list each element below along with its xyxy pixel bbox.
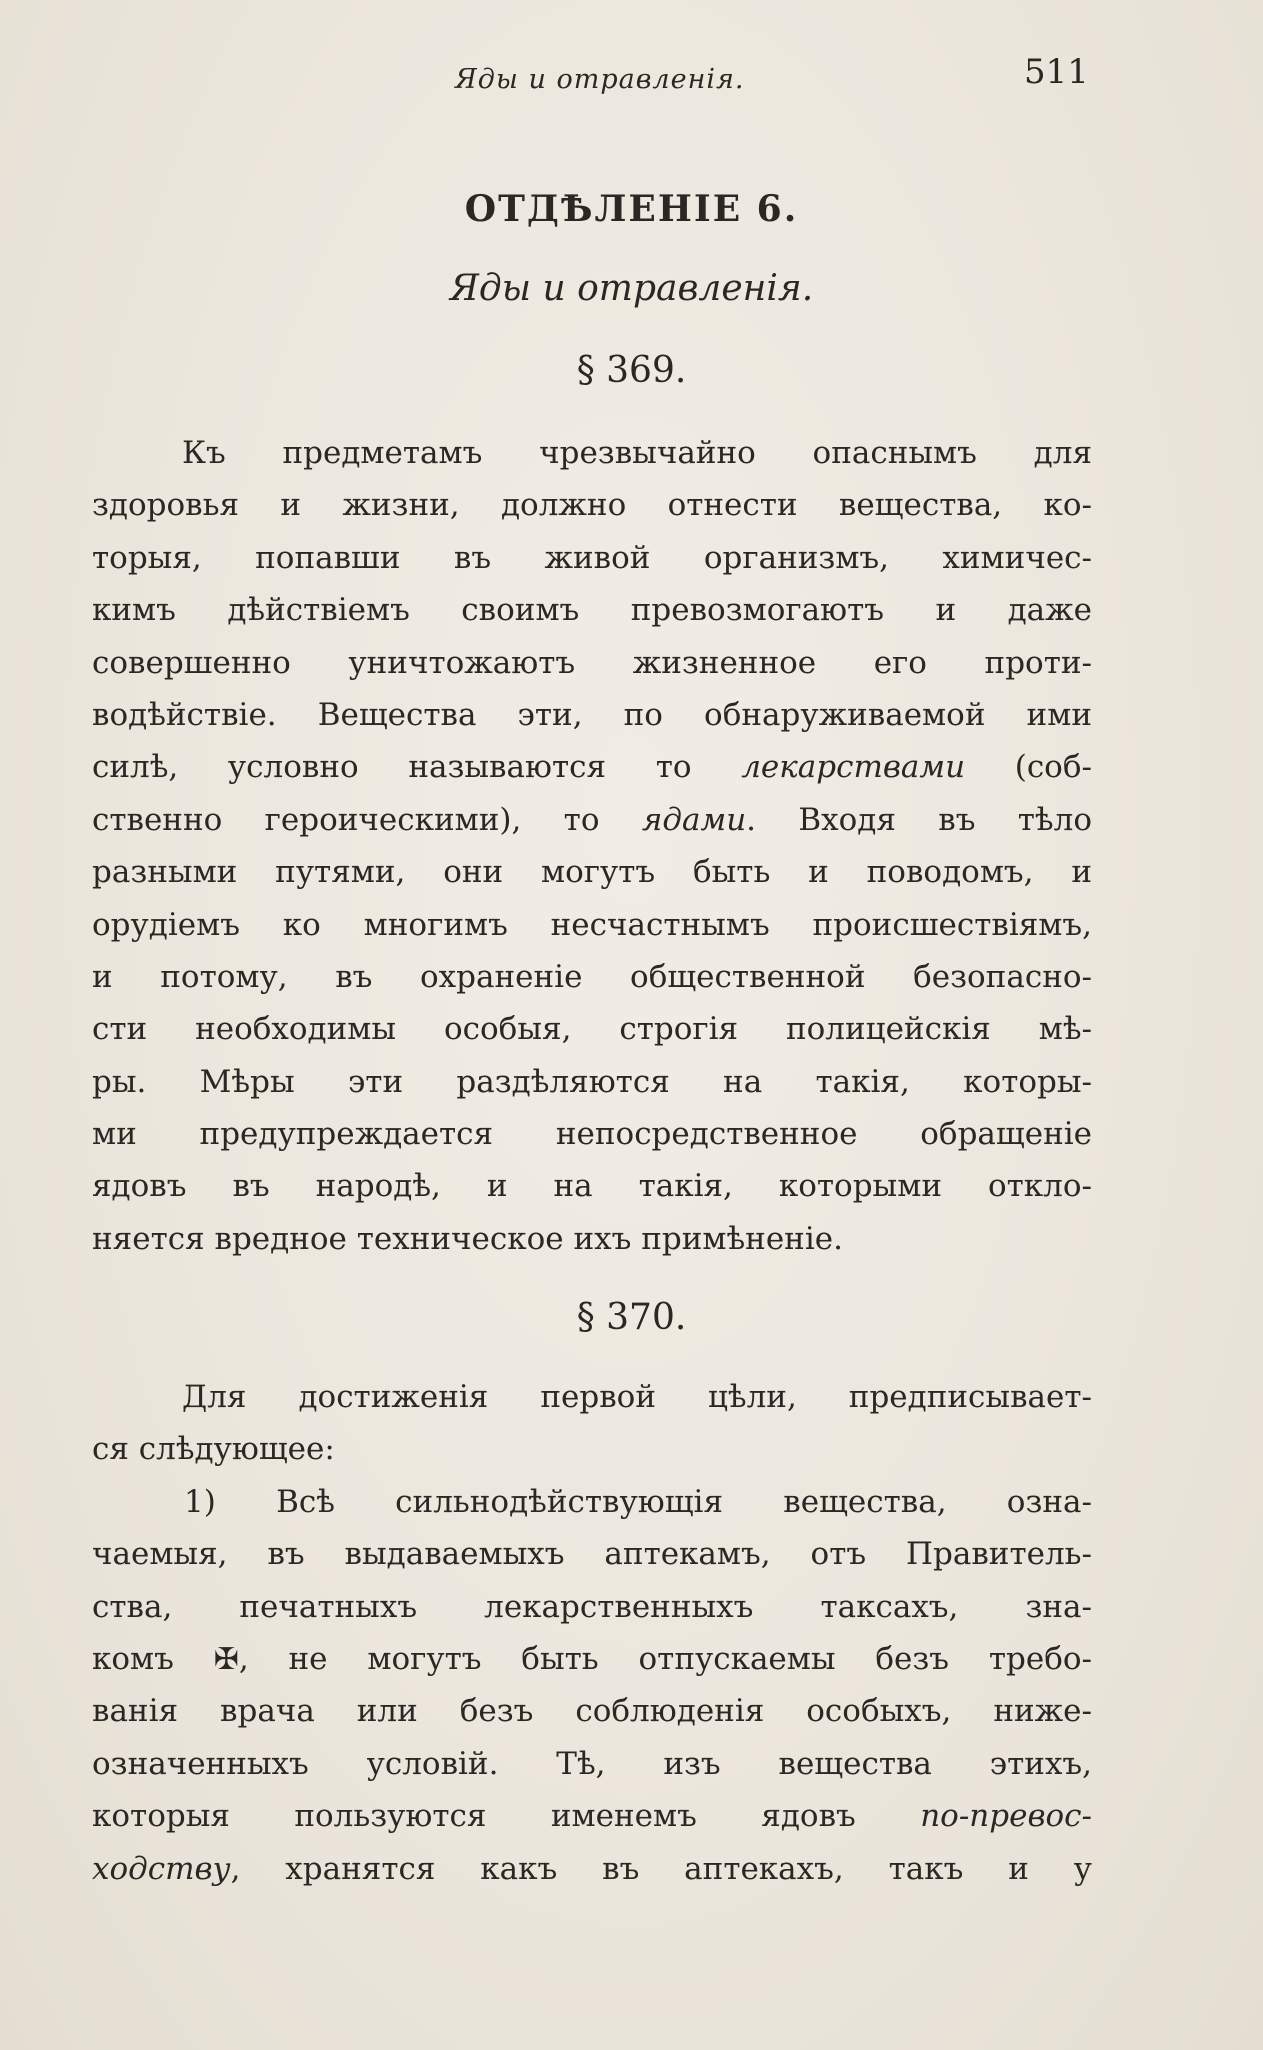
text-line: означенныхъ условій. Тѣ, изъ вещества этихъ, xyxy=(92,1745,1092,1782)
text-line: ядовъ въ народѣ, и на такія, которыми откло- xyxy=(92,1168,1092,1205)
text-line: няется вредное техническое ихъ примѣненіе. xyxy=(92,1220,843,1257)
text-line: 1) Всѣ сильнодѣйствующія вещества, озна- xyxy=(184,1483,1092,1520)
section-subtitle: Яды и отравленія. xyxy=(449,268,814,309)
text-line: разными путями, они могутъ быть и поводомъ, и xyxy=(92,854,1092,891)
text-line: орудіемъ ко многимъ несчастнымъ происшествіямъ, xyxy=(92,906,1092,943)
italic-term-po-prevoskhodstvu: по-превос- xyxy=(920,1798,1092,1835)
text-line: ми предупреждается непосредственное обращеніе xyxy=(92,1116,1092,1153)
text-line: и потому, въ охраненіе общественной безопасно- xyxy=(92,958,1092,995)
paragraph-number-369: § 369. xyxy=(576,350,687,391)
text-line: ся слѣдующее: xyxy=(92,1431,335,1468)
section-heading: ОТДѢЛЕНІЕ 6. xyxy=(464,188,799,230)
text-line: водѣйствіе. Вещества эти, по обнаруживаемой ими xyxy=(92,696,1092,733)
page-number: 511 xyxy=(1024,52,1089,92)
italic-term-po-prevoskhodstvu: ходству xyxy=(92,1850,231,1887)
italic-term-lekarstvami: лекарствами xyxy=(741,749,966,786)
text-line: ственно героическими), то ядами. Входя въ тѣло xyxy=(92,801,1092,838)
text-line: ства, печатныхъ лекарственныхъ таксахъ, зна- xyxy=(92,1588,1092,1625)
paragraph-369-body xyxy=(92,427,1092,1265)
italic-term-yadami: ядами xyxy=(641,801,747,838)
text-line: сти необходимы особыя, строгія полицейскія мѣ- xyxy=(92,1011,1092,1048)
text-line: которыя пользуются именемъ ядовъ по-превос- xyxy=(92,1798,1092,1835)
text-line: совершенно уничтожаютъ жизненное его проти- xyxy=(92,644,1092,681)
text-line: торыя, попавши въ живой организмъ, химичес- xyxy=(92,539,1092,576)
paragraph-370-body xyxy=(92,1371,1092,1895)
text-line: ры. Мѣры эти раздѣляются на такія, которы- xyxy=(92,1063,1092,1100)
text-line: Для достиженія первой цѣли, предписывает- xyxy=(182,1379,1092,1415)
text-line: Къ предметамъ чрезвычайно опаснымъ для xyxy=(182,435,1092,471)
text-line: силѣ, условно называются то лекарствами (соб- xyxy=(92,749,1092,786)
text-line: кимъ дѣйствіемъ своимъ превозмогаютъ и даже xyxy=(92,592,1092,629)
text-line: чаемыя, въ выдаваемыхъ аптекамъ, отъ Правитель- xyxy=(92,1536,1092,1573)
text-line: комъ ✠, не могутъ быть отпускаемы безъ требо- xyxy=(92,1640,1092,1677)
text-line: ванія врача или безъ соблюденія особыхъ, ниже- xyxy=(92,1693,1092,1730)
text-line: здоровья и жизни, должно отнести вещества, ко- xyxy=(92,487,1092,524)
cross-icon: ✠ xyxy=(213,1641,239,1677)
paragraph-number-370: § 370. xyxy=(576,1297,687,1338)
running-head: Яды и отравленія. xyxy=(455,64,745,95)
text-line: ходству, хранятся какъ въ аптекахъ, такъ и у xyxy=(92,1850,1092,1887)
